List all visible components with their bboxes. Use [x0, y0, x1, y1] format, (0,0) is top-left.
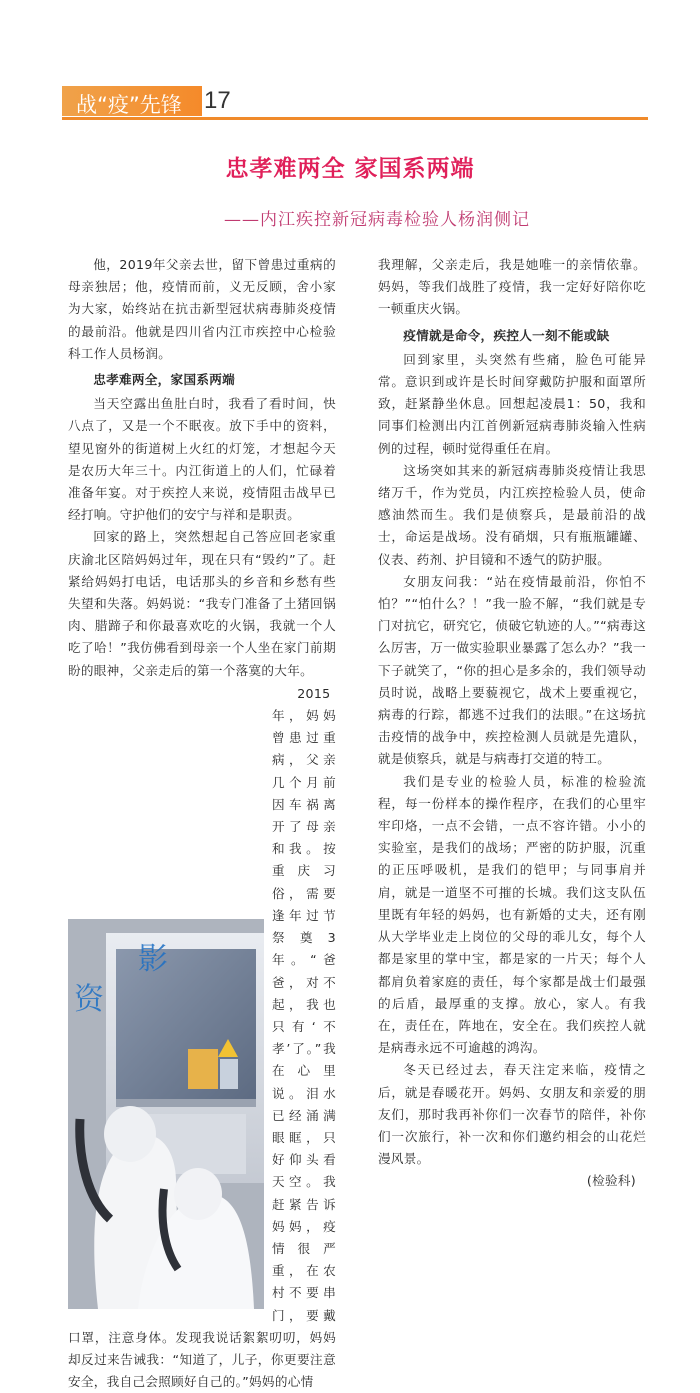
watermark-char: 资 [74, 981, 105, 1017]
section-header [62, 86, 202, 116]
section-heading: 忠孝难两全，家国系两端 [93, 372, 236, 388]
paragraph: 当天空露出鱼肚白时，我看了看时间，快八点了，又是一个不眠夜。放下手中的资料，望见窗外的街道树上火红的灯笼，才想起今天是农历大年三十。内江街道上的人们，忙碌着准备年宴。对于疾控人来说，疫情阻击战早已经打响。守护他们的安宁与祥和是职责。 [68, 396, 336, 523]
right-column [378, 254, 646, 1193]
header-divider [62, 117, 648, 120]
lab-workers-in-protective-suits-photo [68, 919, 264, 1309]
paragraph: 这场突如其来的新冠病毒肺炎疫情让我思绪万千，作为党员，内江疾控检验人员，使命感油然而生。我们是侦察兵，是最前沿的战士，命运是战场。没有硝烟，只有瓶瓶罐罐、仪表、药剂、护目镜和不透气的防护服。 [378, 462, 646, 567]
article-subtitle: ——内江疾控新冠病毒检验人杨润侧记 [224, 210, 530, 230]
paragraph: 回到家里，头突然有些痛，脸色可能异常。意识到或许是长时间穿戴防护服和面罩所致，赶紧静坐休息。回想起凌晨1：50，我和同事们检测出内江首例新冠病毒肺炎输入性病例的过程，顿时觉得重任在肩。 [378, 351, 646, 456]
paragraph: 回家的路上，突然想起自己答应回老家重庆渝北区陪妈妈过年，现在只有“毁约”了。赶紧给妈妈打电话，电话那头的乡音和乡愁有些失望和失落。妈妈说：“我专门准备了土猪回锅肉、腊蹄子和你最喜欢吃的火锅，我就一个人吃了哈！”我仿佛看到母亲一个人坐在家门前期盼的眼神，父亲走后的第一个落寞的大年。 [68, 529, 336, 678]
paragraph: 我理解，父亲走后，我是她唯一的亲情依靠。妈妈，等我们战胜了疫情，我一定好好陪你吃一顿重庆火锅。 [378, 257, 646, 317]
author-signature: (检验科) [586, 1173, 636, 1189]
paragraph: 冬天已经过去，春天注定来临，疫情之后，就是春暖花开。妈妈、女朋友和亲爱的朋友们，那时我再补你们一次春节的陪伴，补你们一次旅行，补一次和你们邀约相会的山花烂漫风景。 [378, 1062, 646, 1167]
section-heading: 疫情就是命令，疾控人一刻不能或缺 [403, 327, 610, 343]
paragraph: 女朋友问我：“站在疫情最前沿，你怕不怕？”“怕什么？！”我一脸不解，“我们就是专门对抗它，研究它，侦破它轨迹的人。”“病毒这么厉害，万一做实验职业暴露了怎么办？”我一下子就笑了，“你的担心是多余的，我们领导动员时说，战略上要藐视它，战术上要重视它，病毒的行踪，都逃不过我们的法眼。”在这场抗击疫情的战争中，疾控检测人员就是先遣队，就是侦察兵，就是与病毒打交道的特工。 [378, 573, 646, 767]
paragraph: 他，2019年父亲去世，留下曾患过重病的母亲独居；他，疫情而前，义无反顾，舍小家为大家，始终站在抗击新型冠状病毒肺炎疫情的最前沿。他就是四川省内江市疾控中心检验科工作人员杨润。 [68, 257, 336, 361]
paragraph: 我们是专业的检验人员，标准的检验流程，每一份样本的操作程序，在我们的心里牢牢印烙，一点不会错，一点不容许错。小小的实验室，是我们的战场；严密的防护服，沉重的正压呼吸机，是我们的铠甲；与同事肩并肩，就是一道坚不可摧的长城。我们这支队伍里既有年轻的妈妈，也有新婚的丈夫，还有刚从大学毕业走上岗位的父母的乖儿女，每个人都是家里的掌中宝，都是家的一片天；每个人都肩负着家庭的责任，每个家都是战士们最强的后盾，最厚重的支撑。放心，家人。有我在，责任在，阵地在，安全在。我们疾控人就是病毒永远不可逾越的鸿沟。 [378, 773, 646, 1056]
section-label: 战“疫”先锋 [76, 93, 182, 117]
left-column [68, 254, 336, 1393]
article-title: 忠孝难两全 家国系两端 [225, 155, 475, 182]
paragraph: 2015年，妈妈曾患过重病，父亲几个月前因车祸离开了母亲和我。按重庆习俗，需要逢年过节祭奠3年。“爸爸，对不起，我也只有‘不孝’了。”我在心里说。泪水已经涌满眼眶，只好仰头看天空。我赶紧告诉妈妈，疫情很严重，在农村不要串门，要戴口罩，注意身体。发现我说话絮絮叨叨，妈妈却反过来告诫我：“知道了，儿子，你更要注意安全，我自己会照顾好自己的。”妈妈的心情 [68, 685, 336, 1390]
page-number: 17 [204, 87, 231, 114]
watermark-char: 影 [138, 941, 169, 977]
